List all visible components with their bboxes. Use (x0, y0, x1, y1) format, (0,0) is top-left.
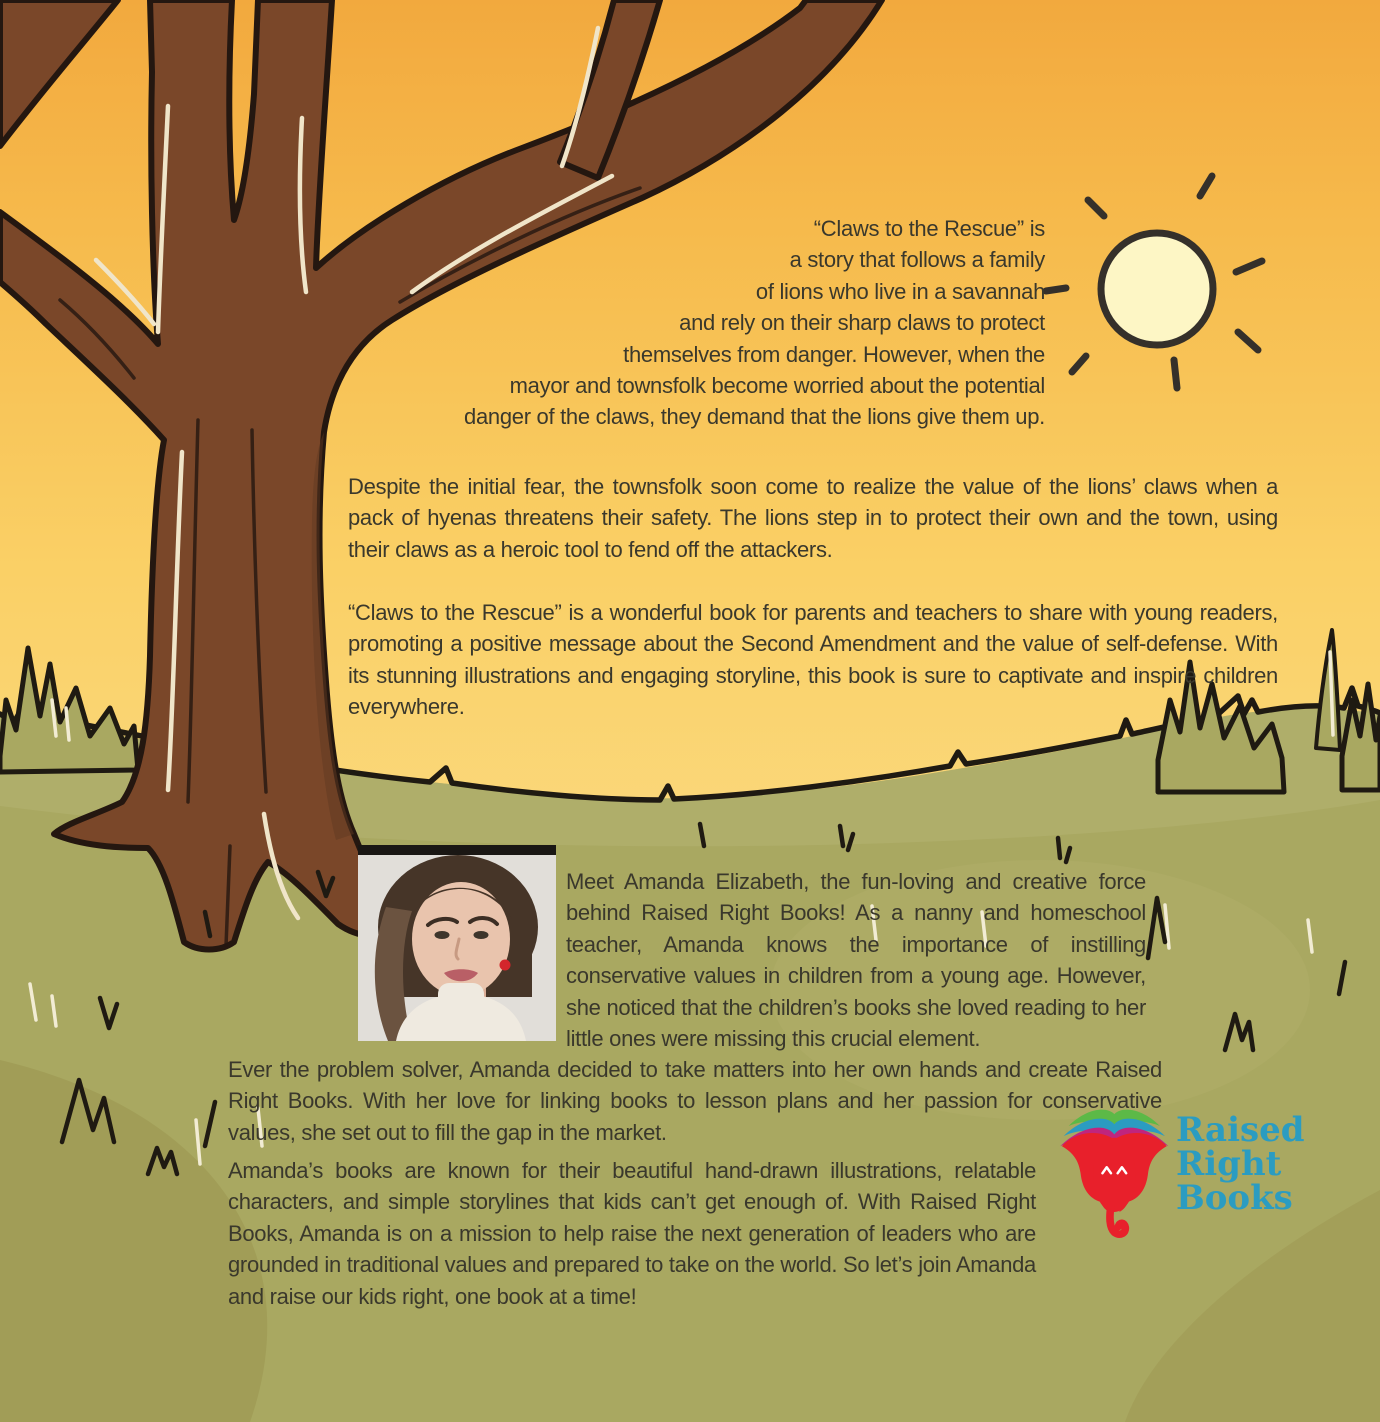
eye (435, 931, 450, 939)
book-description-intro (285, 213, 1045, 433)
description-line: and rely on their sharp claws to protect (679, 310, 1045, 336)
eye (474, 931, 489, 939)
author-bio-problem-solver: Ever the problem solver, Amanda decided to take matters into her own hands and create Raised Right Books. With her love for linking books to lesson plans and her passion for conservative values, she set out to fill the gap in the market. (228, 1057, 1162, 1145)
description-line: themselves from danger. However, when the (623, 341, 1045, 367)
publisher-name-line: Right (1176, 1144, 1282, 1184)
earring (500, 960, 511, 971)
author-bio-intro: Meet Amanda Elizabeth, the fun-loving and creative force behind Raised Right Books! As a nanny and homeschool teacher, Amanda knows the importance of instilling conservative values in children from a young age. However, she noticed that the children’s books she loved reading to her little ones were missing this crucial element. (566, 869, 1146, 1052)
description-line: mayor and townsfolk become worried about the potential (509, 373, 1045, 399)
publisher-name (1176, 1110, 1336, 1218)
description-line: a story that follows a family (789, 247, 1045, 273)
author-bio-books: Amanda’s books are known for their beautiful hand-drawn illustrations, relatable characters, and simple storylines that kids can’t get enough of. With Raised Right Books, Amanda is on a mission to help raise the next generation of leaders who are grounded in traditional values and prepared to take on the world. So let’s join Amanda and raise our kids right, one book at a time! (228, 1158, 1036, 1309)
description-line: danger of the claws, they demand that the lions give them up. (464, 404, 1045, 430)
description-line: “Claws to the Rescue” is (813, 216, 1045, 241)
book-description-recommendation: “Claws to the Rescue” is a wonderful book for parents and teachers to share with young readers, promoting a positive message about the Second Amendment and the value of self-defense. With its stunning illustrations and engaging storyline, this book is sure to captivate and inspire children everywhere. (348, 600, 1278, 720)
publisher-name-line: Books (1176, 1178, 1293, 1218)
description-line: of lions who live in a savannah (755, 278, 1045, 304)
book-description-climax: Despite the initial fear, the townsfolk soon come to realize the value of the lions’ claws when a pack of hyenas threatens their safety. The lions step in to protect their own and the town, using their claws as a heroic tool to fend off the attackers. (348, 474, 1278, 562)
publisher-elephant-logo-icon (1046, 1104, 1186, 1239)
elephant-head (1062, 1133, 1167, 1212)
author-photo (358, 845, 556, 1041)
publisher-name-line: Raised (1176, 1110, 1305, 1150)
sun-illustration (1046, 176, 1262, 388)
